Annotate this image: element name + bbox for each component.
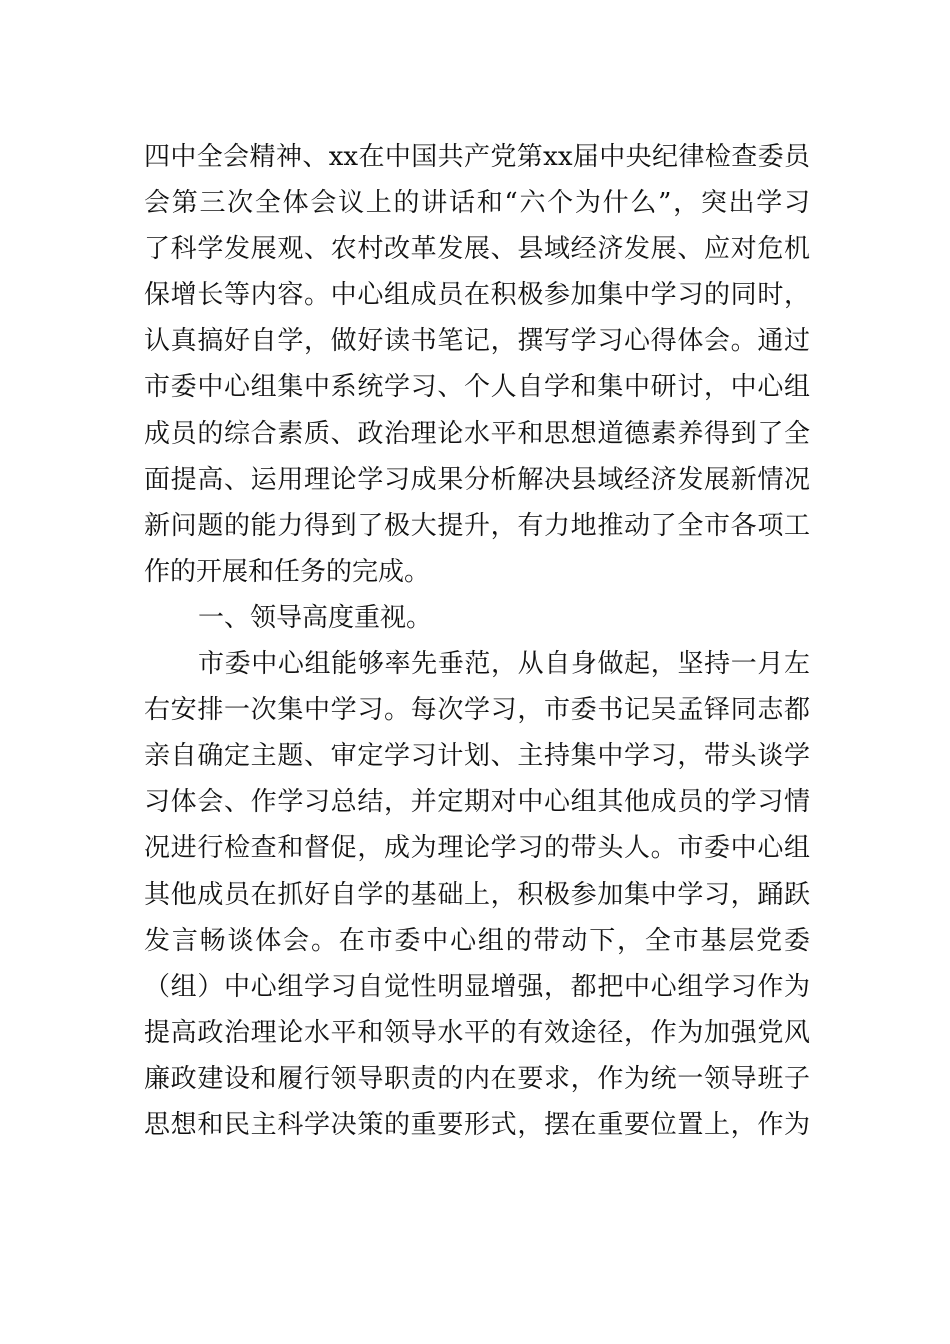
paragraph-2-line: 亲自确定主题、审定学习计划、主持集中学习，带头谈学 xyxy=(144,741,810,772)
paragraph-2-line: 发言畅谈体会。在市委中心组的带动下，全市基层党委 xyxy=(144,925,810,956)
paragraph-2-line: 廉政建设和履行领导职责的内在要求，作为统一领导班子 xyxy=(144,1063,810,1094)
paragraph-1-line: 成员的综合素质、政治理论水平和思想道德素养得到了全 xyxy=(144,418,810,449)
paragraph-1-line: 保增长等内容。中心组成员在积极参加集中学习的同时， xyxy=(144,280,810,311)
paragraph-1-line: 面提高、运用理论学习成果分析解决县域经济发展新情况 xyxy=(144,464,810,495)
paragraph-1-line: 作的开展和任务的完成。 xyxy=(144,556,431,587)
document-body xyxy=(144,134,810,1148)
paragraph-2-line: 其他成员在抓好自学的基础上，积极参加集中学习，踊跃 xyxy=(144,879,810,910)
paragraph-1-line: 市委中心组集中系统学习、个人自学和集中研讨，中心组 xyxy=(144,372,810,403)
paragraph-2-line: 况进行检查和督促，成为理论学习的带头人。市委中心组 xyxy=(144,833,810,864)
section-heading: 一、领导高度重视。 xyxy=(198,602,433,633)
paragraph-2-line: 右安排一次集中学习。每次学习，市委书记吴孟铎同志都 xyxy=(144,695,810,726)
paragraph-2-line: 思想和民主科学决策的重要形式，摆在重要位置上，作为 xyxy=(144,1109,810,1140)
paragraph-2-line: 习体会、作学习总结，并定期对中心组其他成员的学习情 xyxy=(144,787,810,818)
paragraph-2-line: 市委中心组能够率先垂范，从自身做起，坚持一月左 xyxy=(198,649,810,680)
paragraph-1-line: 认真搞好自学，做好读书笔记，撰写学习心得体会。通过 xyxy=(144,326,810,357)
paragraph-2-line: （组）中心组学习自觉性明显增强，都把中心组学习作为 xyxy=(144,971,810,1002)
paragraph-1-line: 四中全会精神、xx在中国共产党第xx届中央纪律检查委员 xyxy=(144,142,810,172)
paragraph-1-line: 新问题的能力得到了极大提升，有力地推动了全市各项工 xyxy=(144,510,810,541)
paragraph-2-line: 提高政治理论水平和领导水平的有效途径，作为加强党风 xyxy=(144,1017,810,1048)
paragraph-1-line: 了科学发展观、农村改革发展、县域经济发展、应对危机 xyxy=(144,234,810,265)
paragraph-1-line: 会第三次全体会议上的讲话和“六个为什么”，突出学习 xyxy=(144,188,810,219)
